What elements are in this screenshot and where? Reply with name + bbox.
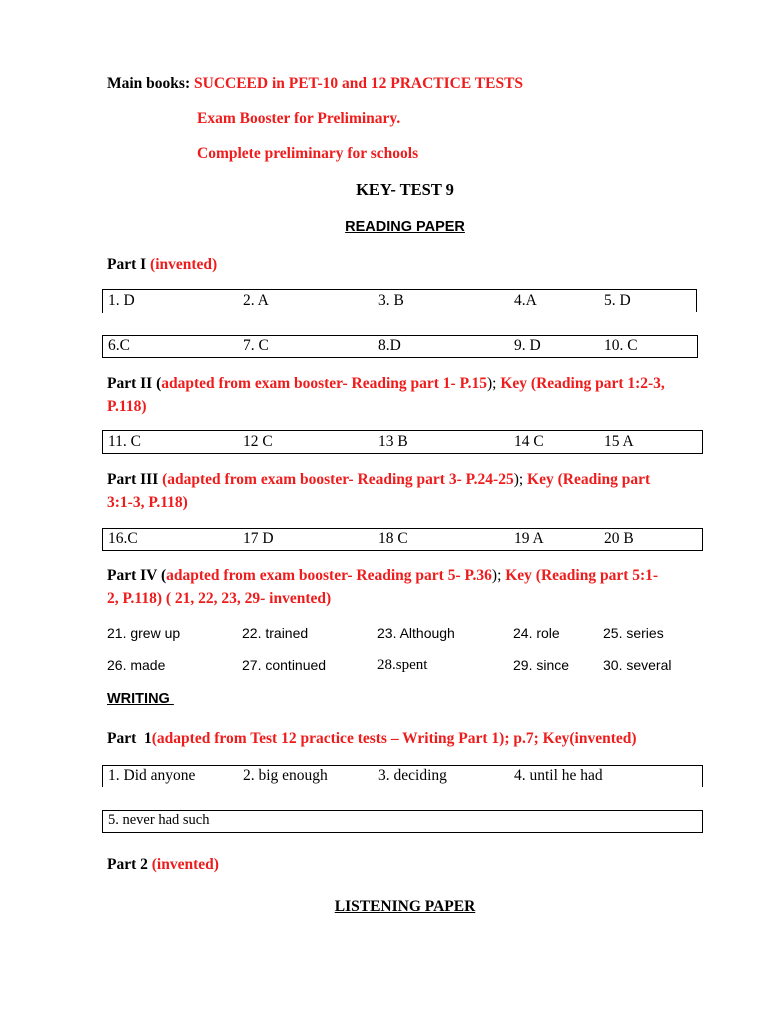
separator: ); [513, 471, 524, 488]
answer-cell: 6.C [108, 337, 130, 354]
reading-part3-source: (adapted from exam booster- Reading part 3- P.24-25 [162, 471, 514, 488]
reading-part4-heading [107, 567, 658, 585]
answer-cell: 30. several [603, 657, 672, 673]
writing-part1-answer-row-1 [102, 765, 703, 787]
reading-part2-key-page: P.118) [107, 398, 147, 415]
reading-part1-label: Part I [107, 256, 147, 273]
answer-cell: 9. D [514, 337, 541, 354]
book-title-1: SUCCEED in PET-10 and 12 PRACTICE TESTS [194, 75, 524, 92]
answer-cell: 16.C [108, 530, 138, 547]
writing-part2-heading [107, 856, 219, 874]
reading-part1-answer-row-2 [102, 335, 698, 358]
answer-cell: 18 C [378, 530, 408, 547]
table-border [696, 289, 697, 312]
reading-part2-label: Part II [107, 375, 153, 392]
paren: ( [160, 567, 167, 584]
answer-cell: 2. A [243, 292, 269, 309]
answer-cell: 4.A [514, 292, 537, 309]
reading-part2-answer-row [102, 430, 703, 454]
main-books-label: Main books: [107, 75, 191, 92]
reading-part3-key-page: 3:1-3, P.118) [107, 494, 188, 511]
answer-cell: 4. until he had [514, 767, 603, 784]
answer-cell: 3. deciding [378, 767, 447, 784]
reading-part2-source: adapted from exam booster- Reading part 1- P.15 [161, 375, 488, 392]
reading-part4-label: Part IV [107, 567, 158, 584]
answer-cell: 26. made [107, 657, 166, 673]
reading-part3-key: Key (Reading part [527, 471, 651, 488]
book-title-3: Complete preliminary for schools [197, 145, 419, 162]
answer-cell: 27. continued [242, 657, 327, 673]
answer-cell: 28.spent [377, 657, 428, 673]
separator: ); [491, 567, 502, 584]
reading-part1-answer-row-1 [102, 289, 697, 313]
reading-part4-source: adapted from exam booster- Reading part 5- P.36 [166, 567, 492, 584]
answer-cell: 21. grew up [107, 625, 181, 641]
answer-cell: 14 C [514, 433, 544, 450]
paren: ( [156, 375, 162, 392]
answer-cell: 25. series [603, 625, 664, 641]
writing-part2-label: Part 2 [107, 856, 148, 873]
writing-part1-source: (adapted from Test 12 practice tests – Writing Part 1); p.7; Key(invented) [151, 730, 637, 747]
page-title: KEY- TEST 9 [356, 180, 454, 199]
answer-cell: 1. Did anyone [108, 767, 196, 784]
answer-cell: 2. big enough [243, 767, 328, 784]
answer-cell: 10. C [604, 337, 638, 354]
writing-heading: WRITING [107, 691, 174, 707]
answer-cell: 8.D [378, 337, 401, 354]
writing-part2-source: (invented) [151, 856, 219, 873]
separator: ); [487, 375, 497, 392]
writing-part1-heading [107, 730, 637, 748]
reading-part2-heading [107, 375, 665, 393]
answer-cell: 17 D [243, 530, 274, 547]
main-books-line [107, 75, 523, 93]
answer-cell: 13 B [378, 433, 408, 450]
answer-cell: 24. role [513, 625, 560, 641]
answer-cell: 23. Although [377, 625, 455, 641]
answer-cell: 20 B [604, 530, 634, 547]
answer-cell: 3. B [378, 292, 404, 309]
reading-part2-key: Key (Reading part 1:2-3, [500, 375, 665, 392]
answer-cell: 5. never had such [108, 812, 210, 828]
answer-cell: 12 C [243, 433, 273, 450]
reading-paper-heading: READING PAPER [345, 219, 465, 235]
reading-part1-source: (invented) [150, 256, 218, 273]
reading-part3-answer-row [102, 528, 703, 551]
answer-cell: 22. trained [242, 625, 309, 641]
answer-cell: 1. D [108, 292, 135, 309]
reading-part3-heading [107, 471, 650, 489]
listening-paper-heading: LISTENING PAPER [334, 898, 476, 915]
book-title-2: Exam Booster for Preliminary. [197, 110, 401, 127]
answer-cell: 11. C [108, 433, 142, 450]
answer-cell: 29. since [513, 657, 570, 673]
writing-part1-answer-row-2 [102, 810, 703, 833]
reading-part4-key-page: 2, P.118) ( 21, 22, 23, 29- invented) [107, 590, 332, 607]
answer-cell: 5. D [604, 292, 631, 309]
answer-cell: 19 A [514, 530, 544, 547]
reading-part1-heading [107, 256, 217, 274]
reading-part3-label: Part III [107, 471, 159, 488]
answer-cell: 15 A [604, 433, 634, 450]
answer-cell: 7. C [243, 337, 269, 354]
reading-part4-key: Key (Reading part 5:1- [505, 567, 659, 584]
writing-part1-label: Part 1 [107, 730, 152, 747]
